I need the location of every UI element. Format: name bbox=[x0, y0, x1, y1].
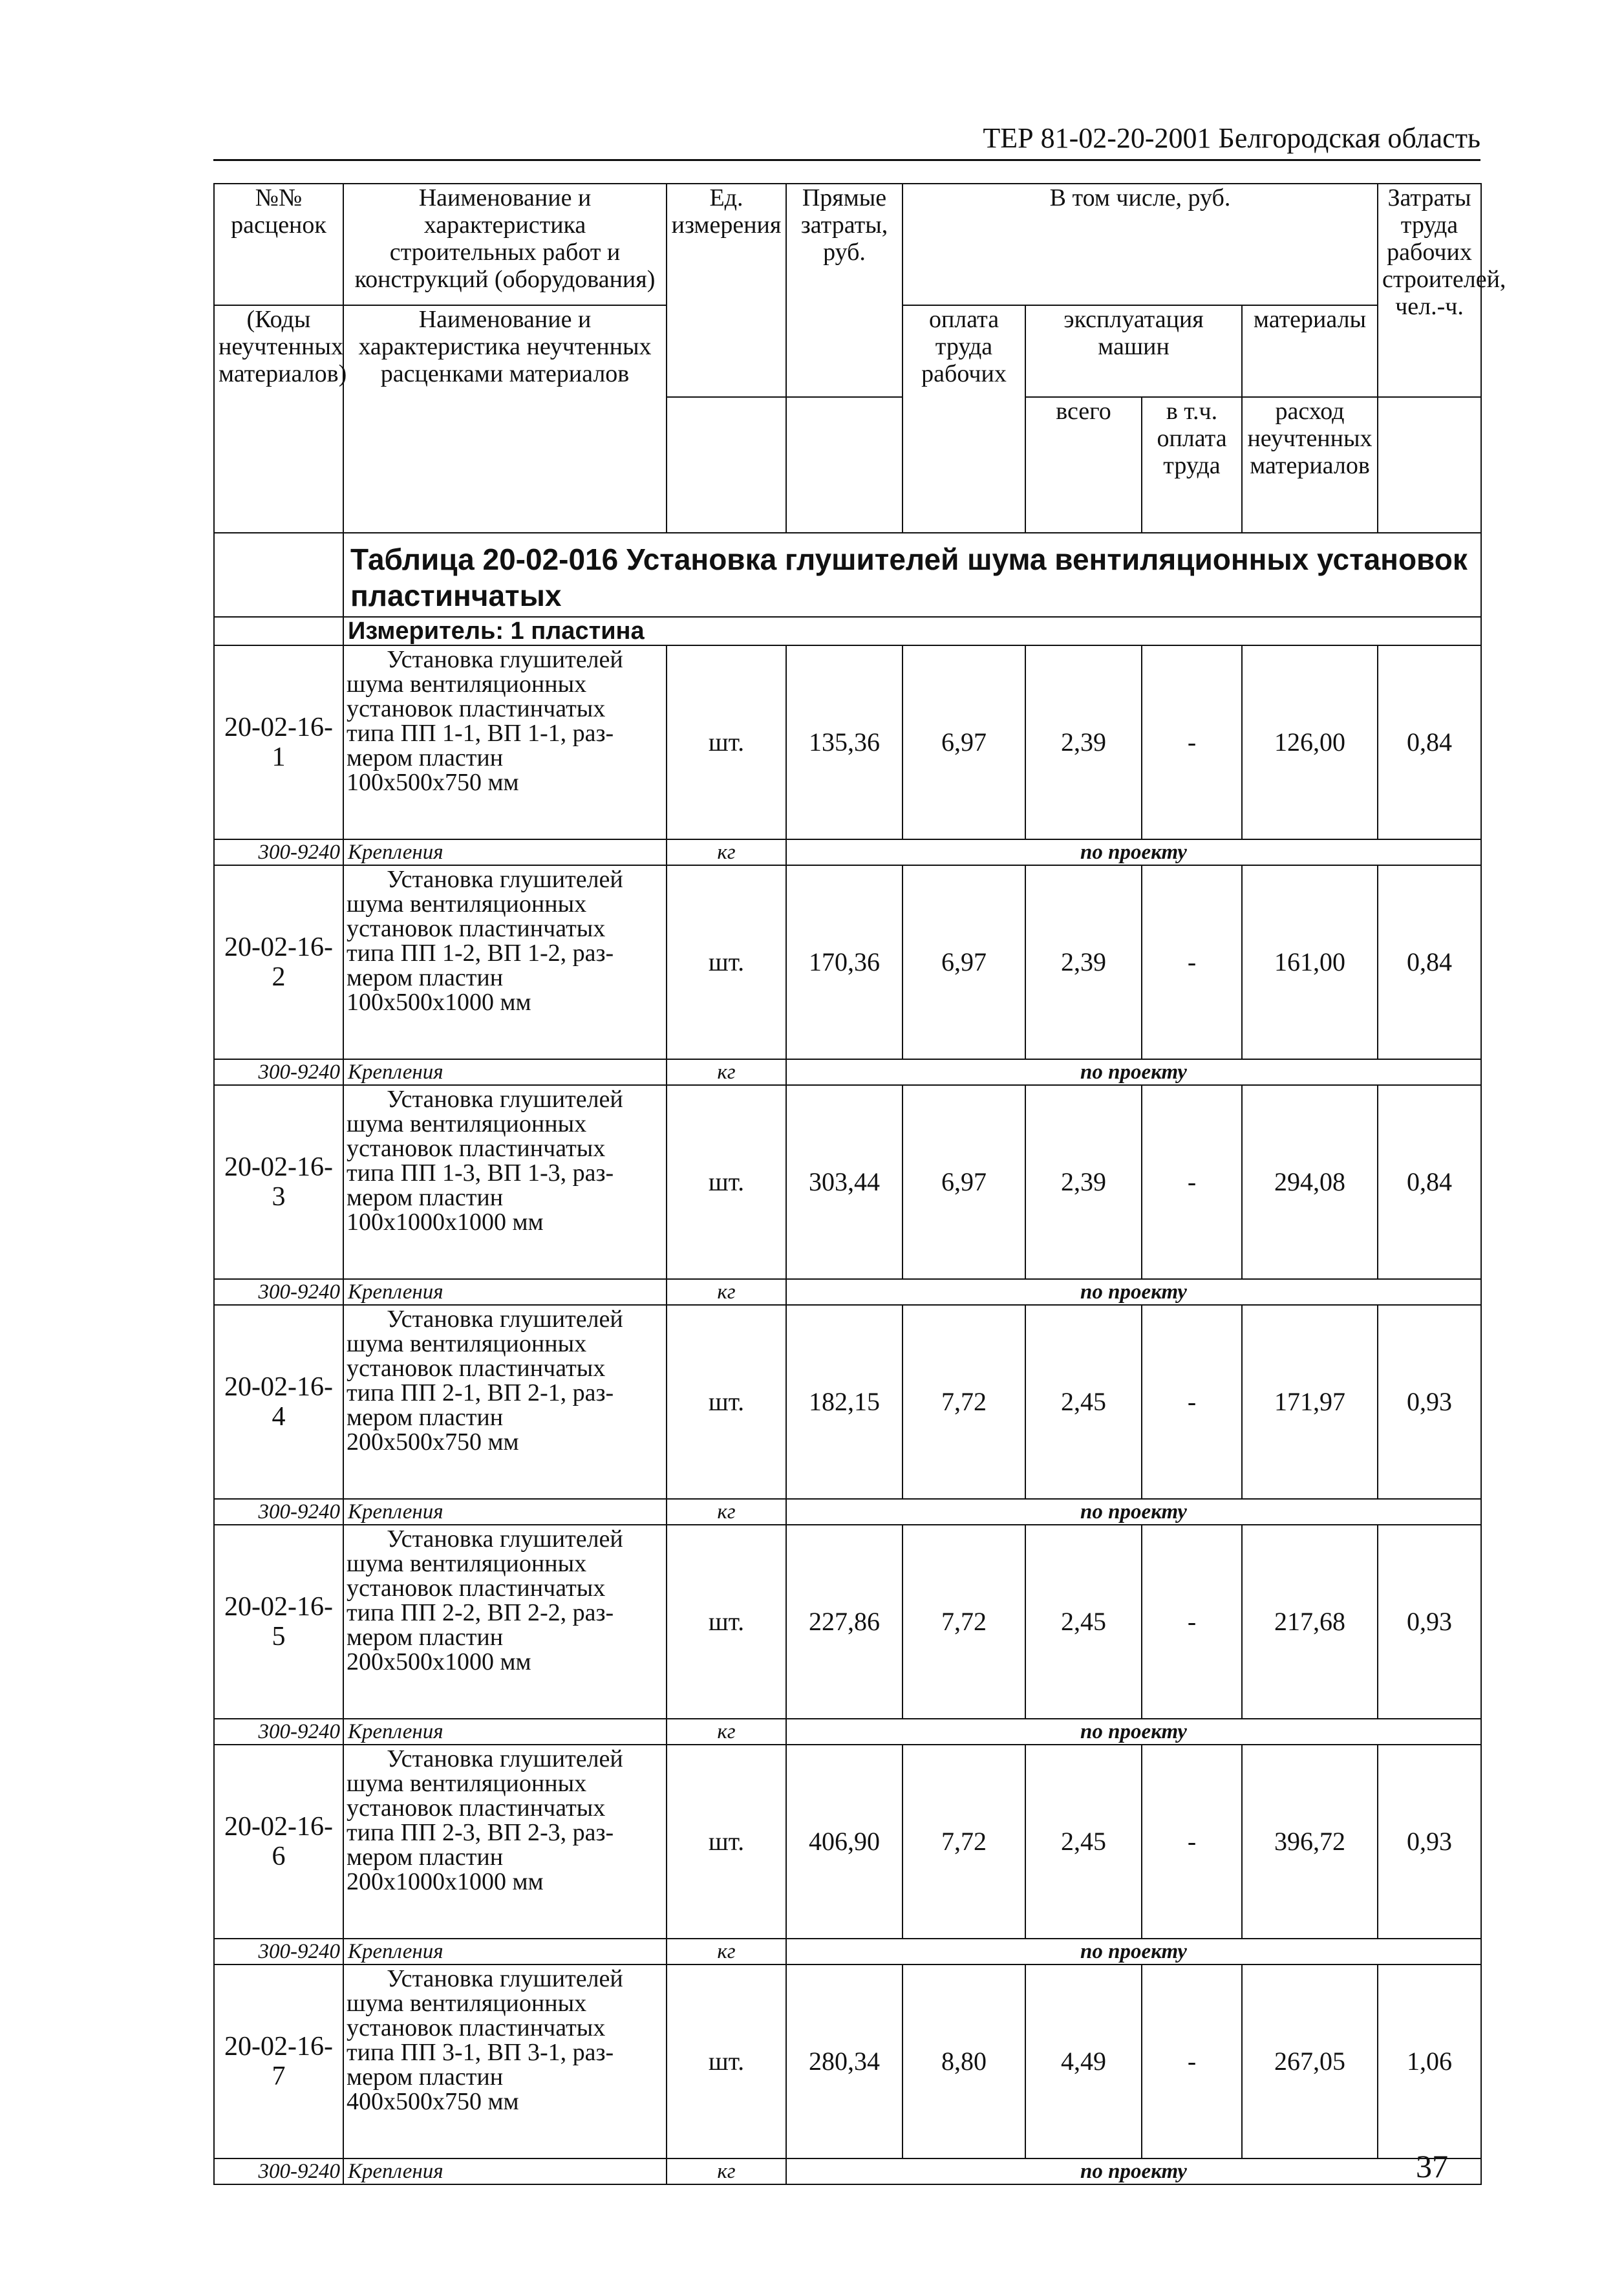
material-row bbox=[214, 1059, 1481, 1085]
materials-cell: 161,00 bbox=[1242, 865, 1378, 1059]
description-line: установок пластинчатых bbox=[347, 915, 606, 942]
material-row bbox=[214, 1499, 1481, 1525]
page-header: ТЕР 81-02-20-2001 Белгородская область bbox=[213, 120, 1480, 161]
machines-total-cell: 2,45 bbox=[1025, 1745, 1142, 1939]
rate-code bbox=[214, 865, 343, 1059]
col-unit-header: Ед. измерения bbox=[667, 184, 786, 397]
direct-cost-cell: 280,34 bbox=[786, 1964, 903, 2158]
rate-description bbox=[343, 1085, 667, 1279]
col-materials2-header: расход неучтенных материалов bbox=[1242, 397, 1378, 533]
description-line: типа ПП 1-3, ВП 1-3, раз- bbox=[347, 1159, 614, 1187]
material-name: Крепления bbox=[343, 1059, 667, 1085]
machines-total-cell: 2,45 bbox=[1025, 1305, 1142, 1499]
material-code: 300-9240 bbox=[214, 2158, 343, 2184]
rate-code-line: 20-02-16- bbox=[224, 1372, 333, 1402]
material-name: Крепления bbox=[343, 1499, 667, 1525]
description-line: Установка глушителей bbox=[387, 1745, 623, 1772]
description-line: установок пластинчатых bbox=[347, 1135, 606, 1162]
machines-pay-cell: - bbox=[1142, 1745, 1242, 1939]
description-line: типа ПП 3-1, ВП 3-1, раз- bbox=[347, 2039, 614, 2066]
rates-table bbox=[213, 183, 1506, 2185]
labor-pay-cell: 7,72 bbox=[903, 1305, 1025, 1499]
description-line: шума вентиляционных bbox=[347, 1110, 587, 1137]
description-line: 200х500х1000 мм bbox=[347, 1648, 531, 1675]
description-line: Установка глушителей bbox=[387, 1306, 623, 1333]
description-line: шума вентиляционных bbox=[347, 671, 587, 698]
description-line: Установка глушителей bbox=[387, 866, 623, 893]
col-name2-header: Наименование и характеристика неучтенных расценками материалов bbox=[343, 305, 667, 533]
material-row bbox=[214, 1719, 1481, 1745]
description-line: установок пластинчатых bbox=[347, 1794, 606, 1822]
material-name: Крепления bbox=[343, 1939, 667, 1964]
rate-code bbox=[214, 1964, 343, 2158]
description-line: Установка глушителей bbox=[387, 1965, 623, 1992]
rate-code bbox=[214, 1305, 343, 1499]
direct-cost-cell: 227,86 bbox=[786, 1525, 903, 1719]
description-line: шума вентиляционных bbox=[347, 1550, 587, 1577]
description-line: типа ПП 2-1, ВП 2-1, раз- bbox=[347, 1379, 614, 1406]
materials-cell: 396,72 bbox=[1242, 1745, 1378, 1939]
unit-cell: шт. bbox=[667, 645, 786, 839]
description-line: мером пластин bbox=[347, 1184, 504, 1211]
materials-cell: 126,00 bbox=[1242, 645, 1378, 839]
rate-code-line: 7 bbox=[272, 2061, 286, 2091]
material-note: по проекту bbox=[786, 1499, 1481, 1525]
unit-cell: шт. bbox=[667, 1964, 786, 2158]
rate-code-line: 20-02-16- bbox=[224, 713, 333, 742]
table-row bbox=[214, 1745, 1481, 1939]
rate-code-line: 1 bbox=[272, 742, 286, 772]
rate-code-line: 20-02-16- bbox=[224, 1812, 333, 1842]
page-number: 37 bbox=[1416, 2148, 1448, 2184]
rate-description bbox=[343, 1964, 667, 2158]
col-machines-header: эксплуатация машин bbox=[1025, 305, 1242, 397]
col-code-header: №№ расценок bbox=[214, 184, 343, 305]
machines-total-cell: 2,39 bbox=[1025, 865, 1142, 1059]
material-unit: кг bbox=[667, 1939, 786, 1964]
description-line: Установка глушителей bbox=[387, 646, 623, 673]
description-line: мером пластин bbox=[347, 1624, 504, 1651]
machines-total-cell: 2,39 bbox=[1025, 1085, 1142, 1279]
labor-pay-cell: 7,72 bbox=[903, 1745, 1025, 1939]
unit-cell: шт. bbox=[667, 1085, 786, 1279]
rate-code bbox=[214, 1085, 343, 1279]
col-machines-total-header: всего bbox=[1025, 397, 1142, 533]
description-line: шума вентиляционных bbox=[347, 890, 587, 918]
table-row bbox=[214, 645, 1481, 839]
material-code: 300-9240 bbox=[214, 839, 343, 865]
material-code: 300-9240 bbox=[214, 1279, 343, 1305]
description-line: мером пластин bbox=[347, 744, 504, 771]
unit-cell: шт. bbox=[667, 1745, 786, 1939]
rate-code-line: 20-02-16- bbox=[224, 1152, 333, 1182]
description-line: 100х500х1000 мм bbox=[347, 989, 531, 1016]
col-name-header: Наименование и характеристика строительных работ и конструкций (оборудования) bbox=[343, 184, 667, 305]
col-machines-pay-header: в т.ч. оплата труда bbox=[1142, 397, 1242, 533]
description-line: мером пластин bbox=[347, 1404, 504, 1431]
rate-code-line: 20-02-16- bbox=[224, 2032, 333, 2061]
table-title: Таблица 20-02-016 Установка глушителей шума вентиляционных установок пластинчатых bbox=[343, 533, 1481, 617]
material-name: Крепления bbox=[343, 1279, 667, 1305]
description-line: мером пластин bbox=[347, 1844, 504, 1871]
rate-code-line: 20-02-16- bbox=[224, 1592, 333, 1622]
description-line: мером пластин bbox=[347, 2063, 504, 2091]
labor-hours-cell: 0,93 bbox=[1378, 1525, 1481, 1719]
labor-hours-cell: 0,93 bbox=[1378, 1745, 1481, 1939]
table-row bbox=[214, 1305, 1481, 1499]
description-line: установок пластинчатых bbox=[347, 2014, 606, 2041]
labor-hours-cell: 0,93 bbox=[1378, 1305, 1481, 1499]
description-line: 200х1000х1000 мм bbox=[347, 1868, 544, 1895]
description-line: шума вентиляционных bbox=[347, 1770, 587, 1797]
rate-code-line: 5 bbox=[272, 1622, 286, 1652]
direct-cost-cell: 406,90 bbox=[786, 1745, 903, 1939]
unit-cell: шт. bbox=[667, 865, 786, 1059]
rate-description bbox=[343, 1525, 667, 1719]
labor-pay-cell: 6,97 bbox=[903, 865, 1025, 1059]
material-unit: кг bbox=[667, 839, 786, 865]
description-line: 200х500х750 мм bbox=[347, 1428, 519, 1456]
material-unit: кг bbox=[667, 1279, 786, 1305]
material-row bbox=[214, 1279, 1481, 1305]
rate-description bbox=[343, 865, 667, 1059]
rate-code bbox=[214, 1745, 343, 1939]
col-incl-header: В том числе, руб. bbox=[903, 184, 1378, 305]
description-line: 100х500х750 мм bbox=[347, 769, 519, 796]
direct-cost-cell: 182,15 bbox=[786, 1305, 903, 1499]
material-code: 300-9240 bbox=[214, 1059, 343, 1085]
material-row bbox=[214, 839, 1481, 865]
material-note: по проекту bbox=[786, 1059, 1481, 1085]
description-line: типа ПП 2-3, ВП 2-3, раз- bbox=[347, 1819, 614, 1846]
material-name: Крепления bbox=[343, 1719, 667, 1745]
direct-cost-cell: 303,44 bbox=[786, 1085, 903, 1279]
rate-code-line: 6 bbox=[272, 1842, 286, 1871]
rate-description bbox=[343, 1745, 667, 1939]
col-hours-header: Затраты труда рабочих строителей, чел.-ч. bbox=[1378, 184, 1481, 397]
description-line: установок пластинчатых bbox=[347, 1355, 606, 1382]
description-line: 400х500х750 мм bbox=[347, 2088, 519, 2115]
table-row bbox=[214, 1964, 1481, 2158]
description-line: Установка глушителей bbox=[387, 1525, 623, 1553]
machines-pay-cell: - bbox=[1142, 645, 1242, 839]
material-unit: кг bbox=[667, 2158, 786, 2184]
labor-pay-cell: 6,97 bbox=[903, 645, 1025, 839]
col-direct-header: Прямые затраты, руб. bbox=[786, 184, 903, 397]
description-line: типа ПП 2-2, ВП 2-2, раз- bbox=[347, 1599, 614, 1626]
description-line: шума вентиляционных bbox=[347, 1990, 587, 2017]
direct-cost-cell: 170,36 bbox=[786, 865, 903, 1059]
rate-description bbox=[343, 1305, 667, 1499]
materials-cell: 294,08 bbox=[1242, 1085, 1378, 1279]
unit-cell: шт. bbox=[667, 1525, 786, 1719]
material-note: по проекту bbox=[786, 1719, 1481, 1745]
material-row bbox=[214, 2158, 1481, 2184]
rate-code-line: 3 bbox=[272, 1182, 286, 1212]
machines-pay-cell: - bbox=[1142, 1305, 1242, 1499]
material-note: по проекту bbox=[786, 2158, 1481, 2184]
direct-cost-cell: 135,36 bbox=[786, 645, 903, 839]
material-code: 300-9240 bbox=[214, 1939, 343, 1964]
material-unit: кг bbox=[667, 1719, 786, 1745]
table-body bbox=[214, 645, 1481, 2184]
labor-pay-cell: 6,97 bbox=[903, 1085, 1025, 1279]
description-line: типа ПП 1-1, ВП 1-1, раз- bbox=[347, 720, 614, 747]
machines-pay-cell: - bbox=[1142, 865, 1242, 1059]
material-note: по проекту bbox=[786, 839, 1481, 865]
rate-code-line: 20-02-16- bbox=[224, 932, 333, 962]
rate-code bbox=[214, 1525, 343, 1719]
col-labor-header: оплата труда рабочих bbox=[903, 305, 1025, 533]
rate-code-line: 2 bbox=[272, 962, 286, 992]
table-row bbox=[214, 1525, 1481, 1719]
description-line: шума вентиляционных bbox=[347, 1330, 587, 1357]
description-line: 100х1000х1000 мм bbox=[347, 1209, 544, 1236]
machines-pay-cell: - bbox=[1142, 1085, 1242, 1279]
material-note: по проекту bbox=[786, 1279, 1481, 1305]
table-header bbox=[214, 184, 1506, 645]
material-unit: кг bbox=[667, 1059, 786, 1085]
rate-code bbox=[214, 645, 343, 839]
materials-cell: 171,97 bbox=[1242, 1305, 1378, 1499]
labor-hours-cell: 0,84 bbox=[1378, 645, 1481, 839]
description-line: Установка глушителей bbox=[387, 1086, 623, 1113]
machines-total-cell: 2,45 bbox=[1025, 1525, 1142, 1719]
labor-pay-cell: 7,72 bbox=[903, 1525, 1025, 1719]
machines-pay-cell: - bbox=[1142, 1964, 1242, 2158]
table-row bbox=[214, 865, 1481, 1059]
material-name: Крепления bbox=[343, 839, 667, 865]
machines-total-cell: 4,49 bbox=[1025, 1964, 1142, 2158]
material-note: по проекту bbox=[786, 1939, 1481, 1964]
labor-pay-cell: 8,80 bbox=[903, 1964, 1025, 2158]
table-row bbox=[214, 1085, 1481, 1279]
labor-hours-cell: 1,06 bbox=[1378, 1964, 1481, 2158]
col-code2-header: (Коды неучтенных материалов) bbox=[214, 305, 343, 533]
materials-cell: 267,05 bbox=[1242, 1964, 1378, 2158]
material-code: 300-9240 bbox=[214, 1499, 343, 1525]
materials-cell: 217,68 bbox=[1242, 1525, 1378, 1719]
labor-hours-cell: 0,84 bbox=[1378, 865, 1481, 1059]
labor-hours-cell: 0,84 bbox=[1378, 1085, 1481, 1279]
description-line: установок пластинчатых bbox=[347, 1575, 606, 1602]
machines-pay-cell: - bbox=[1142, 1525, 1242, 1719]
material-name: Крепления bbox=[343, 2158, 667, 2184]
machines-total-cell: 2,39 bbox=[1025, 645, 1142, 839]
material-code: 300-9240 bbox=[214, 1719, 343, 1745]
description-line: мером пластин bbox=[347, 964, 504, 991]
description-line: типа ПП 1-2, ВП 1-2, раз- bbox=[347, 940, 614, 967]
meter: Измеритель: 1 пластина bbox=[343, 617, 1481, 645]
rate-description bbox=[343, 645, 667, 839]
description-line: установок пластинчатых bbox=[347, 695, 606, 722]
col-materials-header: материалы bbox=[1242, 305, 1378, 397]
material-row bbox=[214, 1939, 1481, 1964]
unit-cell: шт. bbox=[667, 1305, 786, 1499]
material-unit: кг bbox=[667, 1499, 786, 1525]
rate-code-line: 4 bbox=[272, 1402, 286, 1432]
